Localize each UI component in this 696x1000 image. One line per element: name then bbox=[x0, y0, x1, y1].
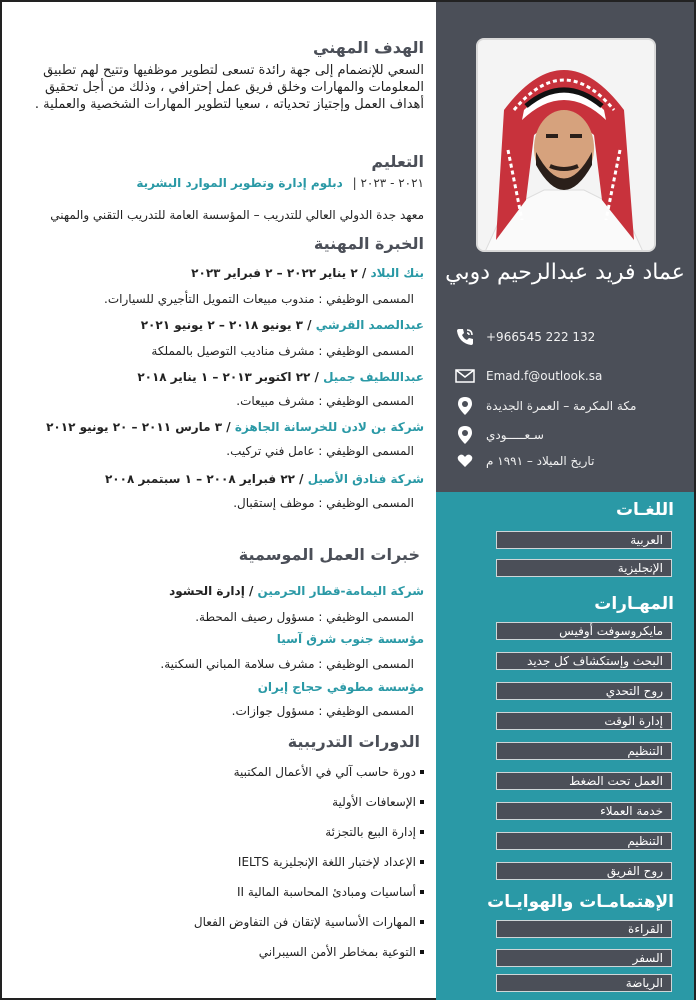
education-line bbox=[136, 176, 424, 190]
seasonal-title: المسمى الوظيفي : مشرف سلامة المباني السكنية. bbox=[160, 657, 414, 671]
seasonal-company: مؤسسة جنوب شرق آسيا bbox=[276, 632, 424, 646]
skill-item: التنظيم bbox=[496, 742, 672, 760]
seasonal-item bbox=[277, 632, 424, 646]
seasonal-extra: / إدارة الحشود bbox=[169, 584, 258, 598]
course-label: التوعية بمخاطر الأمن السيبراني bbox=[258, 945, 416, 959]
course-item bbox=[124, 937, 424, 967]
location-pin-icon bbox=[454, 395, 476, 417]
seasonal-title: المسمى الوظيفي : مسؤول جوازات. bbox=[231, 704, 414, 718]
experience-company: شركة بن لادن للخرسانة الجاهزة bbox=[234, 420, 424, 434]
bullet-icon bbox=[420, 770, 424, 774]
interest-item: الرياضة bbox=[496, 974, 672, 992]
heart-icon bbox=[454, 450, 476, 472]
contact-birth-row bbox=[454, 450, 664, 472]
profile-photo bbox=[476, 38, 656, 252]
skill-item: إدارة الوقت bbox=[496, 712, 672, 730]
phone-icon bbox=[454, 326, 476, 348]
experience-period: / ٣ مارس ٢٠١١ – ٢٠ يونيو ٢٠١٢ bbox=[46, 420, 235, 434]
skill-item: العمل تحت الضغط bbox=[496, 772, 672, 790]
bullet-icon bbox=[420, 950, 424, 954]
sidebar bbox=[436, 2, 694, 1000]
course-label: المهارات الأساسية لإتقان فن التفاوض الفعال bbox=[193, 915, 416, 929]
experience-company: عبدالصمد القرشي bbox=[315, 318, 424, 332]
contact-address-row bbox=[454, 395, 664, 417]
skill-item: التنظيم bbox=[496, 832, 672, 850]
course-item bbox=[124, 847, 424, 877]
location-pin-icon bbox=[454, 424, 476, 446]
education-institute: معهد جدة الدولي العالي للتدريب – المؤسسة العامة للتدريب التقني والمهني bbox=[50, 208, 424, 222]
courses-list bbox=[124, 757, 424, 967]
experience-title: المسمى الوظيفي : مندوب مبيعات التمويل التأجيري للسيارات. bbox=[104, 292, 414, 306]
bullet-icon bbox=[420, 890, 424, 894]
interests-heading: الإهتمامـات والهوايـات bbox=[487, 892, 674, 912]
nationality: سـعـــــودي bbox=[486, 428, 544, 442]
education-years: ٢٠٢١ - ٢٠٢٣ | bbox=[352, 176, 424, 190]
experience-title: المسمى الوظيفي : مشرف مبيعات. bbox=[236, 394, 414, 408]
full-name: عماد فريد عبدالرحيم دوبي bbox=[445, 260, 685, 285]
seasonal-item bbox=[258, 680, 424, 694]
seasonal-company: شركة اليمامة-قطار الحرمين bbox=[257, 584, 424, 598]
course-item bbox=[124, 817, 424, 847]
email-address: Emad.f@outlook.sa bbox=[486, 369, 603, 383]
interest-item: القراءة bbox=[496, 920, 672, 938]
contact-phone-row bbox=[454, 326, 664, 348]
experience-period: / ٢ يناير ٢٠٢٢ – ٢ فبراير ٢٠٢٣ bbox=[191, 266, 371, 280]
objective-heading: الهدف المهني bbox=[313, 38, 424, 57]
experience-company: عبداللطيف جميل bbox=[323, 370, 424, 384]
experience-item bbox=[191, 266, 424, 280]
experience-item bbox=[141, 318, 424, 332]
languages-heading: اللغـات bbox=[615, 500, 674, 520]
language-item: الإنجليزية bbox=[496, 559, 672, 577]
language-item: العربية bbox=[496, 531, 672, 549]
bullet-icon bbox=[420, 860, 424, 864]
contact-email-row bbox=[454, 365, 664, 387]
experience-item bbox=[46, 420, 424, 434]
skill-item: البحث وإستكشاف كل جديد bbox=[496, 652, 672, 670]
course-label: أساسيات ومبادئ المحاسبة المالية II bbox=[237, 885, 416, 899]
education-degree: دبلوم إدارة وتطوير الموارد البشرية bbox=[136, 176, 343, 190]
course-label: دورة حاسب آلي في الأعمال المكتبية bbox=[233, 765, 416, 779]
objective-text: السعي للإنضمام إلى جهة رائدة تسعى لتطوير موظفيها وتتيح لهم تطبيق المعلومات والمهارات وخلق فريق عمل إحترافي ، وذلك من أجل تحقيق أهداف العمل وإجتياز تحدياته ، سعيا لتطوير المهارات الشخصية والعملية . bbox=[34, 63, 424, 112]
experience-period: / ٣ يونيو ٢٠١٨ – ٢ يونيو ٢٠٢١ bbox=[140, 318, 316, 332]
seasonal-title: المسمى الوظيفي : مسؤول رصيف المحطة. bbox=[195, 610, 414, 624]
course-item bbox=[124, 907, 424, 937]
course-item bbox=[124, 787, 424, 817]
experience-title: المسمى الوظيفي : موظف إستقبال. bbox=[233, 496, 414, 510]
skill-item: روح الفريق bbox=[496, 862, 672, 880]
seasonal-item bbox=[169, 584, 424, 598]
birth-date: تاريخ الميلاد – ١٩٩١ م bbox=[486, 454, 595, 468]
experience-heading: الخبرة المهنية bbox=[313, 234, 424, 253]
skills-heading: المهـارات bbox=[594, 594, 674, 614]
course-item bbox=[124, 877, 424, 907]
seasonal-company: مؤسسة مطوفي حجاج إيران bbox=[257, 680, 424, 694]
seasonal-heading: خبرات العمل الموسمية bbox=[238, 545, 420, 564]
experience-period: / ٢٢ اكتوبر ٢٠١٣ – ١ يناير ٢٠١٨ bbox=[137, 370, 324, 384]
bullet-icon bbox=[420, 920, 424, 924]
experience-company: شركة فنادق الأصيل bbox=[307, 472, 424, 486]
interest-item: السفر bbox=[496, 949, 672, 967]
main-content bbox=[8, 2, 434, 1000]
mail-icon bbox=[454, 365, 476, 387]
experience-title: المسمى الوظيفي : مشرف مناديب التوصيل بالمملكة bbox=[151, 344, 414, 358]
experience-company: بنك البلاد bbox=[370, 266, 424, 280]
skill-item: خدمة العملاء bbox=[496, 802, 672, 820]
phone-number: +966545 222 132 bbox=[486, 330, 596, 344]
experience-item bbox=[137, 370, 424, 384]
experience-period: / ٢٢ فبراير ٢٠٠٨ – ١ سبتمبر ٢٠٠٨ bbox=[104, 472, 308, 486]
skill-item: مايكروسوفت أوفيس bbox=[496, 622, 672, 640]
bullet-icon bbox=[420, 800, 424, 804]
education-heading: التعليم bbox=[371, 152, 424, 171]
course-label: إدارة البيع بالتجزئة bbox=[325, 825, 416, 839]
course-label: الإسعافات الأولية bbox=[332, 795, 416, 809]
address: مكة المكرمة – العمرة الجديدة bbox=[486, 399, 637, 413]
experience-title: المسمى الوظيفي : عامل فني تركيب. bbox=[226, 444, 414, 458]
contact-nationality-row bbox=[454, 424, 664, 446]
skill-item: روح التحدي bbox=[496, 682, 672, 700]
bullet-icon bbox=[420, 830, 424, 834]
experience-item bbox=[105, 472, 424, 486]
course-item bbox=[124, 757, 424, 787]
course-label: الإعداد لإختبار اللغة الإنجليزية IELTS bbox=[237, 855, 416, 869]
courses-heading: الدورات التدريبية bbox=[287, 732, 420, 751]
